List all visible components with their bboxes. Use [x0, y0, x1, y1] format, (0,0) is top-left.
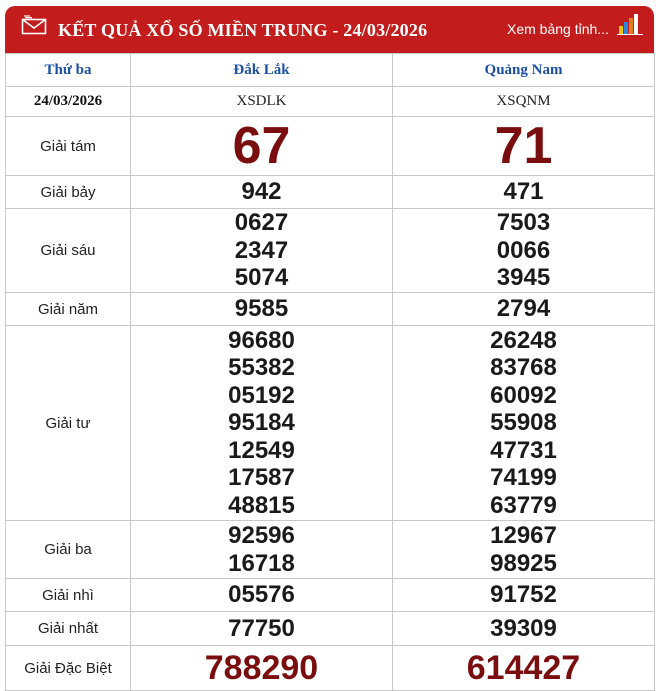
- prize-number: 0066: [496, 236, 551, 264]
- prize-number: 92596: [228, 522, 295, 549]
- prize-label: Giải tư: [6, 326, 131, 521]
- prize-cell: [393, 612, 655, 646]
- prize-number: 2347: [234, 236, 289, 264]
- prize-label: Giải nhì: [6, 579, 131, 612]
- view-provinces-link[interactable]: Xem bảng tỉnh...: [507, 21, 609, 37]
- prize-cell: [131, 612, 393, 646]
- prize-number: 60092: [490, 381, 557, 409]
- prize-number: 48815: [228, 491, 295, 519]
- prize-number: 12967: [490, 522, 557, 549]
- prize-row-3: [6, 521, 655, 579]
- results-panel: [5, 6, 654, 688]
- prize-cell: [131, 176, 393, 209]
- prize-number: 96680: [228, 326, 295, 354]
- prize-number: 16718: [228, 549, 295, 577]
- prize-row-1: [6, 612, 655, 646]
- results-header: [5, 6, 654, 53]
- prize-number: 26248: [490, 326, 557, 354]
- page-title: KẾT QUẢ XỔ SỐ MIỀN TRUNG - 24/03/2026: [58, 20, 428, 40]
- prize-number: 471: [503, 178, 544, 206]
- prize-cell: [393, 579, 655, 612]
- province-code: XSQNM: [393, 87, 655, 117]
- province-name[interactable]: Đắk Lắk: [131, 54, 393, 87]
- province-name[interactable]: Quảng Nam: [393, 54, 655, 87]
- prize-cell: [393, 293, 655, 326]
- prize-row-5: [6, 293, 655, 326]
- prize-row-4: [6, 326, 655, 521]
- prize-number: 47731: [490, 436, 557, 464]
- prize-number: 77750: [228, 614, 295, 642]
- prize-number: 83768: [490, 354, 557, 382]
- prize-number: 71: [494, 117, 553, 175]
- prize-label: Giải bảy: [6, 176, 131, 209]
- prize-number: 3945: [496, 264, 551, 292]
- table-header-row: [6, 54, 655, 87]
- prize-cell: [131, 326, 393, 521]
- prize-cell: [393, 326, 655, 521]
- prize-cell: [393, 209, 655, 293]
- prize-label: Giải năm: [6, 293, 131, 326]
- results-table: [5, 53, 655, 691]
- prize-number: 98925: [490, 549, 557, 577]
- day-label: Thứ ba: [6, 54, 131, 87]
- prize-number: 942: [241, 178, 282, 206]
- mail-icon: [21, 15, 47, 35]
- prize-label: Giải nhất: [6, 612, 131, 646]
- prize-row-special: [6, 646, 655, 691]
- code-row: [6, 87, 655, 117]
- prize-number: 05576: [228, 581, 295, 609]
- prize-number: 12549: [228, 436, 295, 464]
- prize-number: 55908: [490, 409, 557, 437]
- prize-row-8: [6, 117, 655, 176]
- prize-number: 05192: [228, 381, 295, 409]
- prize-cell: [131, 579, 393, 612]
- prize-number: 7503: [496, 209, 551, 237]
- province-code: XSDLK: [131, 87, 393, 117]
- prize-number: 67: [232, 117, 291, 175]
- special-prize-number: 614427: [466, 649, 581, 687]
- prize-cell: [393, 646, 655, 691]
- prize-number: 74199: [490, 464, 557, 492]
- prize-number: 63779: [490, 491, 557, 519]
- prize-label: Giải Đặc Biệt: [6, 646, 131, 691]
- prize-cell: [393, 117, 655, 176]
- prize-cell: [131, 117, 393, 176]
- prize-number: 17587: [228, 464, 295, 492]
- prize-label: Giải tám: [6, 117, 131, 176]
- prize-number: 2794: [496, 295, 551, 323]
- prize-cell: [131, 209, 393, 293]
- prize-row-7: [6, 176, 655, 209]
- prize-number: 39309: [490, 614, 557, 642]
- prize-label: Giải ba: [6, 521, 131, 579]
- prize-row-2: [6, 579, 655, 612]
- prize-cell: [131, 293, 393, 326]
- bar-chart-icon[interactable]: [617, 13, 643, 35]
- prize-number: 91752: [490, 581, 557, 609]
- prize-number: 5074: [234, 264, 289, 292]
- draw-date: 24/03/2026: [6, 87, 131, 117]
- prize-row-6: [6, 209, 655, 293]
- prize-number: 55382: [228, 354, 295, 382]
- prize-cell: [131, 646, 393, 691]
- prize-cell: [131, 521, 393, 579]
- prize-cell: [393, 176, 655, 209]
- special-prize-number: 788290: [204, 649, 319, 687]
- prize-number: 9585: [234, 295, 289, 323]
- prize-label: Giải sáu: [6, 209, 131, 293]
- prize-number: 95184: [228, 409, 295, 437]
- prize-cell: [393, 521, 655, 579]
- prize-number: 0627: [234, 209, 289, 237]
